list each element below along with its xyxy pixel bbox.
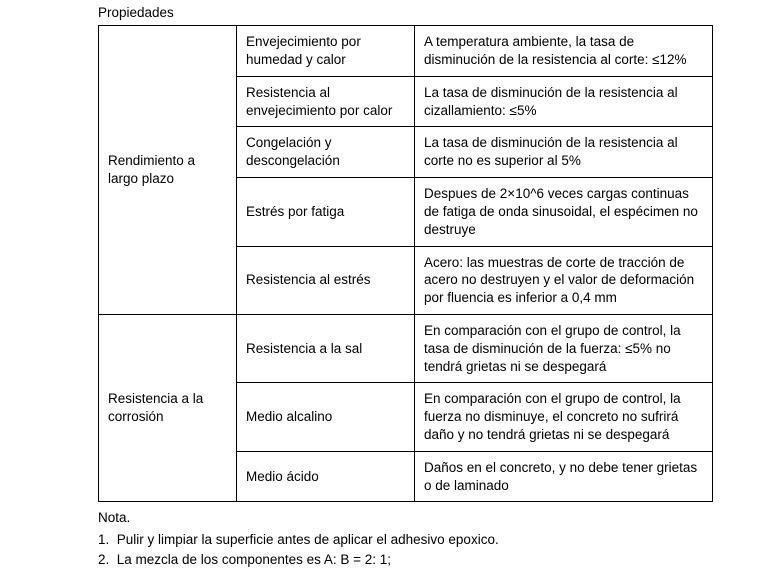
document-page bbox=[98, 0, 758, 570]
property-item: Medio ácido bbox=[237, 451, 415, 502]
property-item: Medio alcalino bbox=[237, 383, 415, 451]
properties-table bbox=[98, 25, 713, 502]
note-item: 2. La mezcla de los componentes es A: B = 2: 1; bbox=[98, 551, 392, 567]
property-desc: Acero: las muestras de corte de tracción de acero no destruyen y el valor de deformación por fluencia es inferior a 0,4 mm bbox=[415, 246, 713, 314]
property-desc: Despues de 2×10^6 veces cargas continuas de fatiga de onda sinusoidal, el espécimen no destruye bbox=[415, 178, 713, 246]
property-item: Resistencia a la sal bbox=[237, 314, 415, 382]
property-desc: La tasa de disminución de la resistencia al cizallamiento: ≤5% bbox=[415, 76, 713, 127]
property-desc: A temperatura ambiente, la tasa de disminución de la resistencia al corte: ≤12% bbox=[415, 26, 713, 77]
note-item: 1. Pulir y limpiar la superficie antes de aplicar el adhesivo epoxico. bbox=[98, 531, 499, 547]
property-item: Resistencia al envejecimiento por calor bbox=[237, 76, 415, 127]
property-desc: En comparación con el grupo de control, la fuerza no disminuye, el concreto no sufrirá daño y no tendrá grietas ni se despegará bbox=[415, 383, 713, 451]
property-desc: Daños en el concreto, y no debe tener grietas o de laminado bbox=[415, 451, 713, 502]
notes-heading: Nota. bbox=[98, 510, 131, 526]
group-label-corrosion: Resistencia a la corrosión bbox=[99, 314, 237, 502]
property-item: Estrés por fatiga bbox=[237, 178, 415, 246]
notes-section bbox=[98, 502, 758, 570]
table-body bbox=[99, 26, 713, 502]
table-row bbox=[99, 314, 713, 382]
property-item: Resistencia al estrés bbox=[237, 246, 415, 314]
property-item: Envejecimiento por humedad y calor bbox=[237, 26, 415, 77]
property-desc: En comparación con el grupo de control, la tasa de disminución de la fuerza: ≤5% no tendrá grietas ni se despegará bbox=[415, 314, 713, 382]
property-item: Congelación y descongelación bbox=[237, 127, 415, 178]
table-caption: Propiedades bbox=[98, 5, 174, 20]
property-desc: La tasa de disminución de la resistencia al corte no es superior al 5% bbox=[415, 127, 713, 178]
table-row bbox=[99, 26, 713, 77]
group-label-long-term: Rendimiento a largo plazo bbox=[99, 26, 237, 315]
